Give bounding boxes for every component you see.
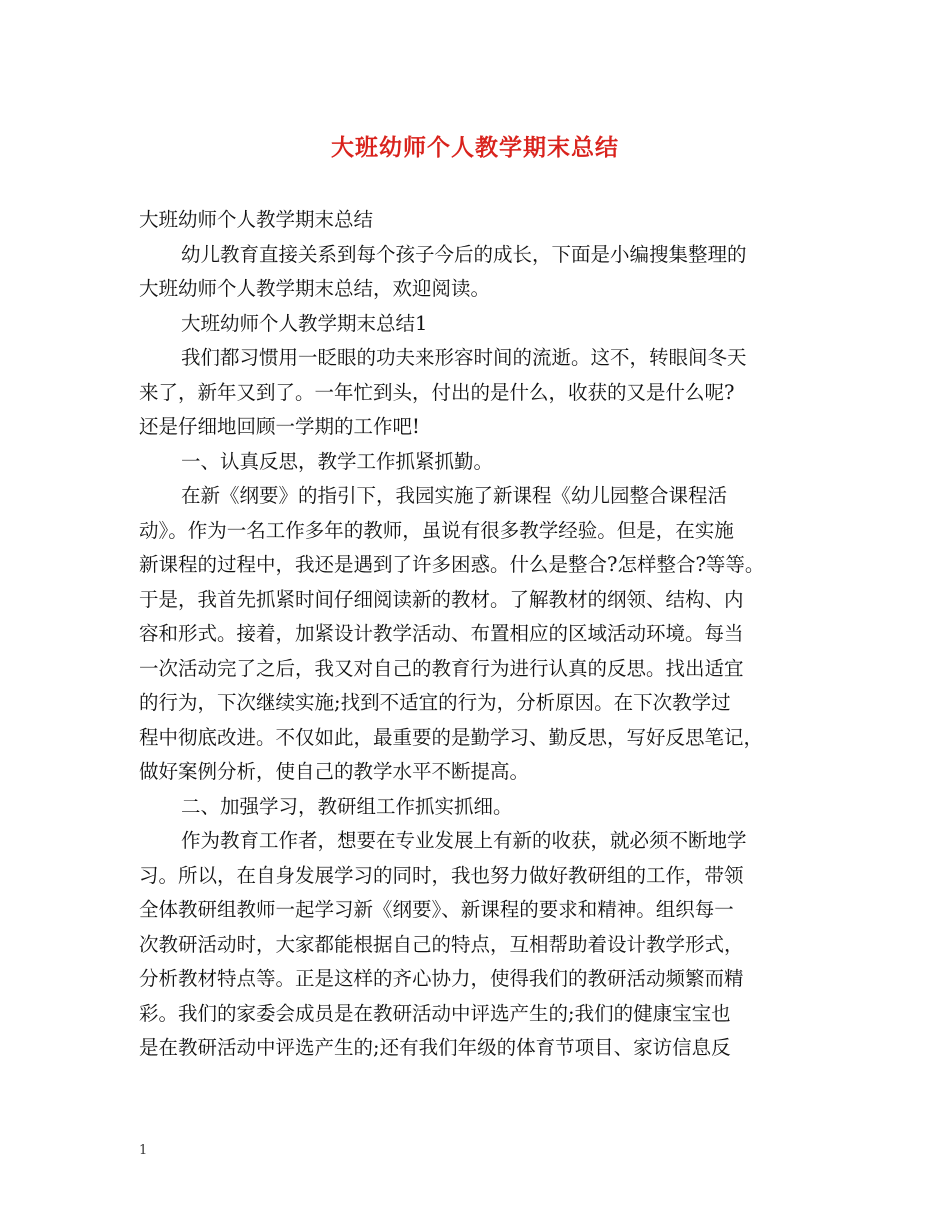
text-line: 我们都习惯用一眨眼的功夫来形容时间的流逝。这不，转眼间冬天	[181, 346, 747, 369]
text-line: 在新《纲要》的指引下，我园实施了新课程《幼儿园整合课程活	[181, 484, 728, 507]
text-line: 容和形式。接着，加紧设计教学活动、布置相应的区域活动环境。每当	[139, 622, 744, 645]
text-line: 还是仔细地回顾一学期的工作吧!	[139, 415, 420, 438]
page-number: 1	[139, 1143, 148, 1158]
text-line: 彩。我们的家委会成员是在教研活动中评选产生的;我们的健康宝宝也	[139, 1001, 731, 1025]
text-line: 全体教研组教师一起学习新《纲要》、新课程的要求和精神。组织每一	[139, 898, 734, 921]
text-line: 大班幼师个人教学期末总结	[139, 208, 374, 231]
text-line: 大班幼师个人教学期末总结1	[181, 311, 428, 335]
text-line: 大班幼师个人教学期末总结，欢迎阅读。	[139, 277, 491, 300]
text-line: 习。所以，在自身发展学习的同时，我也努力做好教研组的工作，带领	[139, 863, 744, 887]
text-line: 程中彻底改进。不仅如此，最重要的是勤学习、勤反思，写好反思笔记，	[139, 725, 764, 749]
text-line: 一、认真反思，教学工作抓紧抓勤。	[181, 449, 494, 473]
text-line: 作为教育工作者，想要在专业发展上有新的收获，就必须不断地学	[181, 829, 747, 852]
text-line: 于是，我首先抓紧时间仔细阅读新的教材。了解教材的纲领、结构、内	[139, 587, 744, 611]
text-line: 是在教研活动中评选产生的;还有我们年级的体育节项目、家访信息反	[139, 1036, 731, 1059]
text-line: 来了，新年又到了。一年忙到头，付出的是什么，收获的又是什么呢?	[139, 380, 735, 404]
text-line: 的行为，下次继续实施;找到不适宜的行为，分析原因。在下次教学过	[139, 691, 731, 714]
document-body	[139, 203, 815, 1066]
document-title: 大班幼师个人教学期末总结	[331, 134, 619, 161]
text-line: 次教研活动时，大家都能根据自己的特点，互相帮助着设计教学形式，	[139, 932, 744, 956]
text-line: 动》。作为一名工作多年的教师，虽说有很多教学经验。但是，在实施	[139, 518, 734, 542]
text-line: 一次活动完了之后，我又对自己的教育行为进行认真的反思。找出适宜	[139, 656, 744, 680]
text-line: 新课程的过程中，我还是遇到了许多困惑。什么是整合?怎样整合?等等。	[139, 553, 765, 576]
text-line: 二、加强学习，教研组工作抓实抓细。	[181, 794, 513, 818]
text-line: 幼儿教育直接关系到每个孩子今后的成长，下面是小编搜集整理的	[181, 242, 747, 266]
text-line: 做好案例分析，使自己的教学水平不断提高。	[139, 760, 530, 783]
text-line: 分析教材特点等。正是这样的齐心协力，使得我们的教研活动频繁而精	[139, 967, 744, 990]
